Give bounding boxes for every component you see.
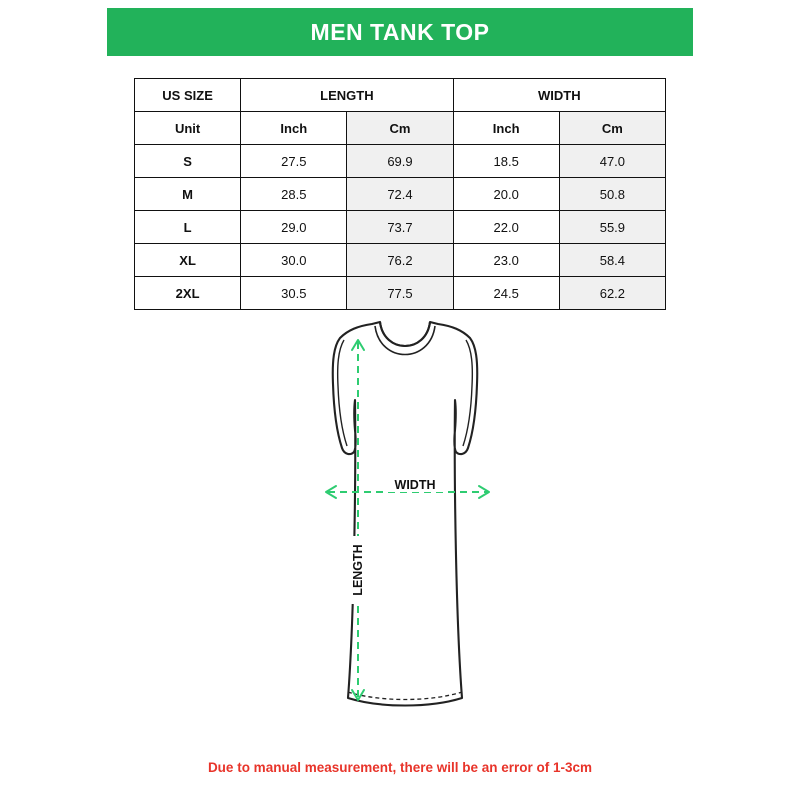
unit-cell-width-cm: Cm (559, 112, 665, 145)
unit-cell-length-cm: Cm (347, 112, 453, 145)
width-label-text: WIDTH (394, 478, 436, 492)
unit-cell-label: Unit (135, 112, 241, 145)
cell-width-cm: 62.2 (559, 277, 665, 310)
cell-width-cm: 50.8 (559, 178, 665, 211)
cell-size: S (135, 145, 241, 178)
cell-length-inch: 30.0 (241, 244, 347, 277)
table-row (135, 211, 666, 244)
cell-width-cm: 47.0 (559, 145, 665, 178)
cell-size: L (135, 211, 241, 244)
measurement-disclaimer: Due to manual measurement, there will be an error of 1-3cm (207, 760, 593, 775)
unit-cell-length-inch: Inch (241, 112, 347, 145)
table-unit-row (135, 112, 666, 145)
garment-outline (333, 322, 477, 706)
tank-top-illustration (280, 320, 530, 730)
cell-width-inch: 23.0 (453, 244, 559, 277)
table-row (135, 178, 666, 211)
cell-width-inch: 18.5 (453, 145, 559, 178)
cell-length-cm: 69.9 (347, 145, 453, 178)
cell-width-inch: 22.0 (453, 211, 559, 244)
header-cell-us-size: US SIZE (135, 79, 241, 112)
table-row (135, 145, 666, 178)
page-title: MEN TANK TOP (310, 18, 490, 45)
unit-cell-width-inch: Inch (453, 112, 559, 145)
cell-width-inch: 24.5 (453, 277, 559, 310)
cell-size: 2XL (135, 277, 241, 310)
cell-width-cm: 55.9 (559, 211, 665, 244)
table-header-row (135, 79, 666, 112)
table-row (135, 244, 666, 277)
header-banner (107, 8, 693, 56)
cell-width-cm: 58.4 (559, 244, 665, 277)
cell-length-inch: 30.5 (241, 277, 347, 310)
length-label-text: LENGTH (351, 544, 365, 596)
cell-length-cm: 76.2 (347, 244, 453, 277)
size-chart-table (134, 78, 666, 310)
table-row (135, 277, 666, 310)
cell-size: M (135, 178, 241, 211)
header-cell-width: WIDTH (453, 79, 665, 112)
cell-length-inch: 29.0 (241, 211, 347, 244)
cell-length-cm: 72.4 (347, 178, 453, 211)
cell-size: XL (135, 244, 241, 277)
cell-length-cm: 77.5 (347, 277, 453, 310)
cell-length-cm: 73.7 (347, 211, 453, 244)
cell-width-inch: 20.0 (453, 178, 559, 211)
header-cell-length: LENGTH (241, 79, 453, 112)
cell-length-inch: 28.5 (241, 178, 347, 211)
cell-length-inch: 27.5 (241, 145, 347, 178)
